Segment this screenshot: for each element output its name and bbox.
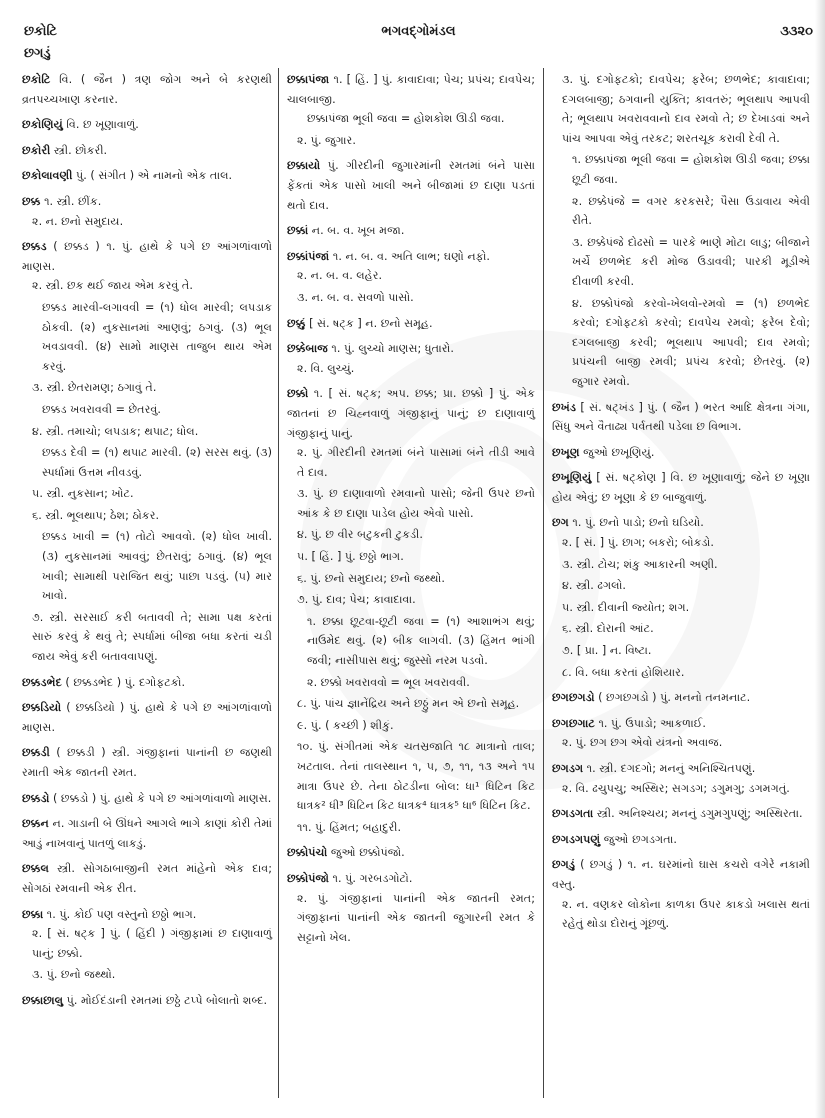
idiom-definition: છક્કડ ખાવી = (૧) તોટો આવવો. (૨) ધોલ ખાવી. (૩) નુકસાનમાં આવવું; છેતરાવું; ઠગાવું. (૪) ભૂલ ખાવી; સામાથી પરાજિત થવું; પાછા પડવું. (૫) માર ખાવો. [42,530,272,603]
headword: છક્કડ [22,240,47,254]
definition: પું. ગીરદીની જુગારમાંની રમતમાં બંને પાસા ફેંકતાં એક પાસો ખાલી અને બીજામાં છ દાણા પડતાં થતો દાવ. [287,159,535,212]
definition: ૧. પું. છનો પાડો; છનો ઘડિયો. [568,516,704,530]
sense-definition: ૫. સ્ત્રી. દીવાની જ્યોત; શગ. [562,600,690,614]
headword: છક્કું [287,316,306,330]
headword: છખંડ [552,400,576,414]
headword: છગડું [552,858,575,872]
definition: વિ. ( જૈન ) ત્રણ જોગ અને બે કરણથી વ્રતપચ્ચખાણ કરનાર. [22,73,272,106]
sense-definition: ૧૦. પું. સંગીતમાં એક ચતસ્રજાતિ ૧૮ માત્રાનો તાલ; ખટતાલ. તેનાં તાલસ્થાન ૧, ૫, ૭, ૧૧, ૧૩ અને ૧૫ માત્રા ઉપર છે. તેના ઠોટડીના બોલ: ધા¹ ધિટિન કિટ ધાત્રક² ધી³ ધિટિન કિટ ધાત્રક⁴ ધાત્રક⁵ ધા⁶ ધિટિન કિટ. [297,740,535,813]
headword: છક્કલ [22,862,49,876]
definition: [ સં. ષટ્કોણ ] વિ. છ ખૂણાવાળું; જેને છ ખૂણા હોય એવું; છ ખૂણા કે છ બાજુવાળું. [552,471,810,504]
dictionary-entry [22,192,272,231]
sub-guide-word: છગડું [24,46,51,61]
dictionary-entry [287,869,535,947]
headword: છક્કાછાલુ [22,993,64,1007]
headword: છગડગતા [552,807,594,821]
definition: ( છક્કડી ) સ્ત્રી. ગંજીફાનાં પાનાંની છ જણથી રમાતી એક જાતની રમત. [22,746,272,779]
sense-definition: ૬. પું. છનો સમુદાય; છનો જથ્થો. [297,571,445,585]
sense-definition: ૭. સ્ત્રી. સરસાઈ કરી બતાવવી તે; સામા પક્ષ કરતાં સારું કરવું કે થવું તે; સ્પર્ધામાં બીજા બધા કરતાં ચડી જાય એવું કરી બતાવવાપણું. [32,610,272,664]
headword: છકોટિ [22,73,51,86]
definition: ન. બ. વ. ખૂબ મજા. [308,224,405,238]
sense-definition: ૮. વિ. બધા કરતાં હોશિયાર. [562,665,685,679]
definition: સ્ત્રી. સોગઠાબાજીની રમત માંહેનો એક દાવ; સોગઠાં રમવાની એક રીત. [22,862,272,895]
dictionary-entry [22,673,272,693]
sense-definition: ૨. ન. વણકર લોકોના કાળકા ઉપર કાકડો ખલાસ થતાં રહેતું થોડા દોરાનું ગૂંછળું. [562,897,810,931]
definition: ૧. [ હિં. ] પું. કાવાદાવા; પેચ; પ્રપંચ; દાવપેચ; ચાલબાજી. [287,73,535,106]
headword: છક્કાયો [287,159,321,173]
headword: છકોલાવણી [22,169,73,183]
sense-definition: ૨. વિ. ઢચુપચુ; અસ્થિર; સગડગ; ડગુમગુ; ડગમગતું. [562,781,790,795]
sense-definition: ૨. પું. છગ છગ એવો યંત્રનો અવાજ. [562,736,723,750]
sense-definition: ૨. [ સં. ષટ્ક ] પું. ( હિંદી ) ગંજીફામાં છ દાણાવાળું પાનું; છક્કો. [32,927,272,960]
definition: ન. ગાડાની બે ઊંધને આગલે ભાગે કાણાં કોરી તેમાં આડું નાખવાનું પાતળું લાકડું. [22,817,272,850]
dictionary-entry [552,714,810,753]
definition: ( છક્કડભેદ ) પું. દગોફટકો. [61,675,186,689]
dictionary-entry [22,859,272,898]
definition: ૧. સ્ત્રી. દગદગો; મનનું અનિશ્ચિતપણું. [583,762,756,775]
definition: ( છગડું ) ૧. ન. ઘરમાંનો ઘાસ કચરો વગેરે નકામી વસ્તુ. [552,858,810,891]
dictionary-entry [552,468,810,507]
headword: છગછગડો [552,691,595,705]
definition: જુઓ છક્કોપંજો. [327,846,405,860]
definition: ૧. પું. ગરબડગોટો. [328,871,413,885]
sense-definition: ૨. સ્ત્રી. છક થઈ જાય એમ કરવું તે. [32,279,193,293]
definition: ( છક્કડો ) પું. હાથે કે પગે છ આંગળાંવાળો માણસ. [49,791,272,805]
sense-definition: ૩. પું. દગોફટકો; દાવપેચ; ફરેબ; છળભેદ; કાવાદાવા; દગલબાજી; ઠગવાની યુક્તિ; કાવતરું; ભૂલથાપ આપવી તે; ભૂલથાપ ખવરાવવાનો દાવ રમવો તે; છ દેખાડવાં અને પાંચ આપવા એવું તરકટ; શરતચૂક કરાવી દેવી તે. [562,73,810,145]
headword: છકોણિયું [22,118,63,132]
idiom-definition: ૧. છક્કા છૂટવા-છૂટી જવા = (૧) આશાભંગ થવું; નાઉમેદ થવું. (૨) બીક લાગવી. (૩) હિંમત ભાંગી જવી; નાસીપાસ થવું; જુસ્સો નરમ પડવો. [307,614,535,668]
definition: ( છક્કડ ) ૧. પું. હાથે કે પગે છ આંગળાંવાળો માણસ. [22,240,272,273]
headword: છક્કડિયો [22,701,62,715]
definition: પું. ( સંગીત ) એ નામનો એક તાલ. [72,169,233,183]
dictionary-entry [287,156,535,215]
sense-definition: ૭. પું. દાવ; પેચ; કાવાદાવા. [297,593,416,607]
dictionary-entry [287,384,535,837]
dictionary-entry [552,855,810,933]
column-2 [287,70,535,953]
column-3 [552,70,810,940]
dictionary-entry [552,830,810,850]
dictionary-entry [22,743,272,782]
headword: છગ [552,516,569,530]
page-header [24,24,813,44]
dictionary-entry [552,759,810,798]
definition: ( છક્કડિયો ) પું. હાથે કે પગે છ આંગળાંવાળો માણસ. [22,701,272,734]
column-1 [22,70,272,1017]
definition: ૧. પું. ઉપાડો; આકળાઈ. [594,716,706,730]
sense-definition: ૩. પું. છ દાણાવાળો રમવાનો પાસો; જેની ઉપર છનો આંક કે છ દાણા પાડેલ હોય એવો પાસો. [297,487,535,520]
sense-definition: ૨. [ સં. ] પું. છાગ; બકરો; બોકડો. [562,536,714,550]
headword: છખૂણિયું [552,471,592,485]
dictionary-entry [287,314,535,334]
dictionary-entry [552,443,810,463]
dictionary-entry [22,991,272,1011]
idiom-definition: છક્કડ મારવી-લગાવવી = (૧) ધોલ મારવી; લપડાક ઠોકવી. (૨) નુકસાનમાં આણવું; ઠગવું. (૩) ભૂલ ખવડાવવી. (૪) સામો માણસ તાજુબ થાય એમ કરવું. [42,300,272,373]
sense-definition: ૧૧. પું. હિંમત; બહાદુરી. [297,820,402,834]
sense-definition: ૫. [ હિં. ] પું. છઠ્ઠો ભાગ. [297,550,404,564]
dictionary-entry [22,905,272,985]
sense-definition: ૪. સ્ત્રી. ઢગલો. [562,579,626,593]
definition: ( છગછગડો ) પું. મનનો તનમનાટ. [594,691,751,705]
sense-definition: ૫. સ્ત્રી. નુકસાન; ખોટ. [32,487,134,501]
definition: ૧. પું. કોઈ પણ વસ્તુનો છઠ્ઠો ભાગ. [43,907,197,921]
headword: છક્કો [287,387,309,401]
headword: છક્ક [22,194,41,208]
headword: છક્કાપંજા [287,73,330,86]
dictionary-entry [22,166,272,186]
dictionary-entry [552,688,810,708]
sense-definition: ૩. પું. છનો જથ્થો. [32,968,116,982]
dictionary-entry [22,237,272,666]
definition: સ્ત્રી. છોકરી. [50,143,108,157]
headword: છક્કડી [22,746,50,760]
dictionary-entry [552,804,810,824]
headword: છક્કા [22,907,44,921]
headword: છક્કાંપંજાં [287,249,330,263]
headword: છક્કડભેદ [22,675,62,689]
sense-definition: ૨. પું. ગંજીફાનાં પાનાંની એક જાતની રમત; ગંજીફાનાં પાનાંની એક જાતની જુગારની રમત કે સટ્ટાનો ખેલ. [297,891,535,944]
page-title: ભગવદ્ગોમંડલ [381,24,456,39]
definition: વિ. છ ખૂણાવાળું. [62,118,139,132]
sense-definition: ૩. સ્ત્રી. ટોચ; શંકુ આકારની અણી. [562,557,718,571]
sense-definition: ૨. પું. ગીરદીની રમતમાં બંને પાસામાં બંને તીડી આવે તે દાવ. [297,446,535,479]
idiom-definition: ૪. છક્કોપંજો કરવો-ખેલવો-રમવો = (૧) છળભેદ કરવો; દગોફટકો કરવો; દાવપેચ રમવો; ફરેબ દેવો; દગલબાજી કરવી; ભૂલથાપ આપવી; દાવ રમવો; પ્રપંચની બાજી રમવી; પ્રપંચ કરવો; છેતરવું. (૨) જુગાર રમવો. [572,296,810,388]
definition: જુઓ છખૂણિયું. [579,445,655,459]
dictionary-entry [287,221,535,241]
column-divider [543,68,544,1098]
definition: [ સં. ષટ્ક ] ન. છનો સમૂહ. [305,316,433,330]
definition: જુઓ છગડગતા. [600,832,677,846]
headword: છગડગપણું [552,832,601,846]
definition: ૧. પું. લુચ્ચો માણસ; ધુતારો. [327,342,454,356]
page-edge [815,0,825,1118]
headword: છક્કેબાજ [287,342,328,356]
idiom-definition: ૧. છક્કાપંજા ભૂલી જવા = હોશકોશ ઊડી જવા; છક્કા છૂટી જવા. [572,153,810,186]
headword: છગછગાટ [552,716,595,730]
idiom-definition: ૨. છક્કેપંજે = વગર કરકસરે; પૈસા ઉડાવાય એવી રીતે. [572,194,810,228]
sense-definition: ૬. સ્ત્રી. ભૂલથાપ; ઠેશ; ઠોકર. [32,508,160,522]
guide-word: છકોટિ [24,24,57,39]
idiom-definition: છક્કાપંજા ભૂલી જવા = હોશકોશ ઊડી જવા. [307,112,505,126]
sense-definition: ૬. સ્ત્રી. દોરાની આંટ. [562,622,654,636]
idiom-definition: ૨. છક્કો ખવરાવવો = ભૂલ ખવરાવવી. [307,675,470,689]
sense-definition: ૪. પું. છ વીર બટુકની ટુકડી. [297,528,423,542]
sense-definition: ૩. સ્ત્રી. છેતરામણ; ઠગાવું તે. [32,381,157,395]
sense-definition: ૭. [ પ્રા. ] ન. વિષ્ટા. [562,644,652,658]
definition: પું. મોઈદંડાની રમતમાં છઠ્ઠે ટપ્પે બોલાતો શબ્દ. [63,993,268,1007]
sense-definition: ૪. સ્ત્રી. તમાચો; લપડાક; થપાટ; ધોલ. [32,424,199,438]
sense-definition: ૨. ન. છનો સમુદાય. [32,214,124,228]
headword: છખૂણ [552,445,580,459]
idiom-definition: છક્કડ ખવરાવવી = છેતરવું. [42,402,161,416]
sense-definition: ૨. પું. જુગાર. [297,133,356,147]
page-number: ૩૩૨૦ [780,24,813,39]
dictionary-entry [22,70,272,109]
headword: છક્કોપંચો [287,846,328,860]
headword: છક્કાં [287,224,309,238]
dictionary-entry [22,698,272,737]
idiom-definition: છક્કડ દેવી = (૧) થપાટ મારવી. (૨) સરસ થવું. (૩) સ્પર્ધામાં ઉત્તમ નીવડવું. [42,446,272,479]
dictionary-entry [22,115,272,135]
sense-definition: ૨. ન. બ. વ. લહેર. [297,269,383,283]
definition: [ સં. ષટ્ખંડ ] પું. ( જૈન ) ભરત આદિ ક્ષેત્રના ગંગા, સિંધુ અને વૈતાઢ્ય પર્વતથી પડેલા છ વિભાગ. [552,400,810,434]
headword: છક્કોપંજો [287,871,329,885]
dictionary-entry [287,339,535,378]
headword: છકોરી [22,143,51,157]
column-divider [278,68,279,1098]
dictionary-entry [22,141,272,161]
headword: છક્કન [22,817,49,831]
sense-definition: ૩. ન. બ. વ. સવળો પાસો. [297,290,414,304]
sense-definition: ૯. પું. ( કચ્છી ) શીકું. [297,718,394,732]
definition: ૧. [ સં. ષટ્ક; અપ. છક્ક; પ્રા. છક્કો ] પું. એક જાતનાં છ ચિહ્નવાળું ગંજીફાનું પાનું; છ દાણાવાળું ગંજીફાનું પાનું. [287,387,535,440]
sense-definition: ૨. વિ. લુચ્ચું. [297,361,355,375]
dictionary-entry [22,814,272,853]
dictionary-entry [287,70,535,150]
headword: છગડગ [552,762,584,775]
sense-definition: ૮. પું. પાંચ જ્ઞાનેંદ્રિય અને છઠ્ઠું મન એ છનો સમૂહ. [297,697,520,711]
definition: ૧. ન. બ. વ. અતિ લાભ; ઘણો નફો. [329,249,490,263]
definition: ૧. સ્ત્રી. છીંક. [40,194,102,208]
headword: છક્કડો [22,791,50,805]
dictionary-entry [287,843,535,863]
dictionary-entry [287,247,535,308]
dictionary-entry [552,513,810,682]
definition: સ્ત્રી. અનિશ્ચય; મનનું ડગુમગુપણું; અસ્થિરતા. [593,807,803,821]
dictionary-entry [552,398,810,437]
dictionary-entry [22,789,272,809]
idiom-definition: ૩. છક્કેપંજે દોઢસો = પારકે ભાણે મોટા લાડુ; બીજાને ખર્ચે છળભેદ કરી મોજ ઉડાવવી; પારકી મૂડીએ દીવાળી કરવી. [572,235,810,288]
dictionary-entry [552,70,810,392]
